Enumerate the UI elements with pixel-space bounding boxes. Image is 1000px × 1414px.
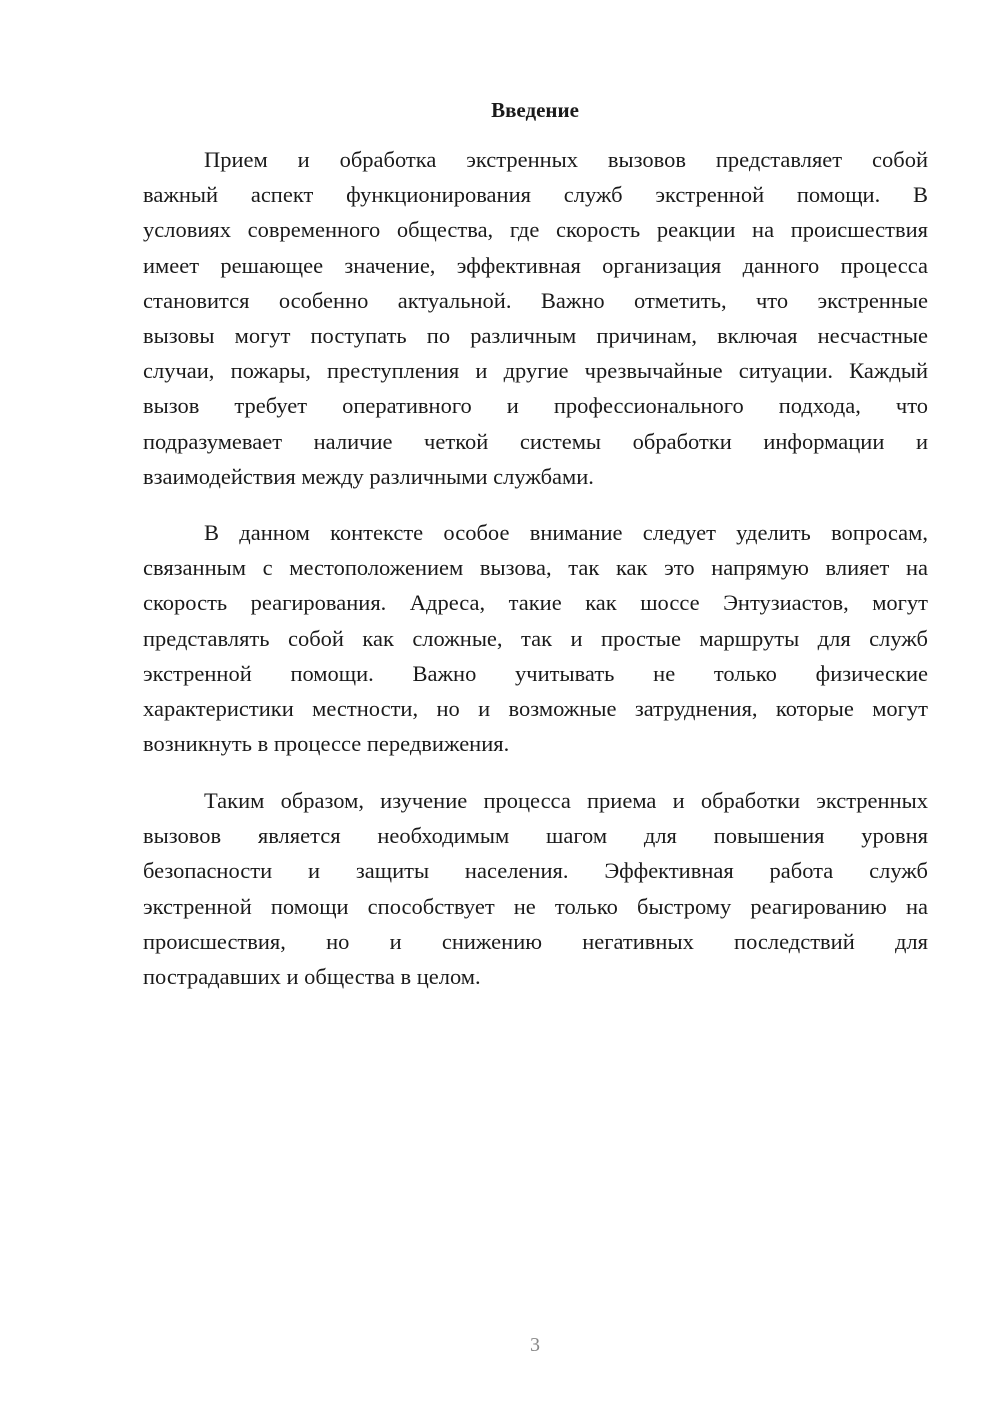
text-line: Таким образом, изучение процесса приема и обработки экстренных — [204, 788, 928, 813]
text-line: вызовы могут поступать по различным причинам, включая несчастные — [143, 322, 928, 348]
text-line: возникнуть в процессе передвижения. — [143, 731, 510, 757]
text-line: Прием и обработка экстренных вызовов представляет собой — [204, 147, 928, 172]
paragraph — [143, 783, 928, 994]
text-line: условиях современного общества, где скорость реакции на происшествия — [143, 217, 928, 243]
text-line: взаимодействия между различными службами. — [143, 463, 594, 489]
text-line: экстренной помощи. Важно учитывать не только физические — [143, 660, 928, 686]
text-line: имеет решающее значение, эффективная организация данного процесса — [143, 252, 928, 278]
text-line: происшествия, но и снижению негативных последствий для — [143, 928, 928, 954]
text-line: вызовов является необходимым шагом для повышения уровня — [143, 823, 928, 849]
text-line: важный аспект функционирования служб экстренной помощи. В — [143, 182, 928, 208]
paragraph — [143, 515, 928, 761]
text-line: скорость реагирования. Адреса, такие как шоссе Энтузиастов, могут — [143, 590, 928, 616]
paragraph — [143, 142, 928, 494]
text-line: пострадавших и общества в целом. — [143, 963, 481, 989]
text-line: представлять собой как сложные, так и простые маршруты для служб — [143, 625, 928, 651]
text-line: связанным с местоположением вызова, так как это напрямую влияет на — [143, 555, 928, 581]
text-line: В данном контексте особое внимание следует уделить вопросам, — [204, 520, 928, 545]
text-line: вызов требует оперативного и профессионального подхода, что — [143, 393, 928, 419]
text-line: характеристики местности, но и возможные затруднения, которые могут — [143, 695, 928, 721]
text-line: экстренной помощи способствует не только быстрому реагированию на — [143, 893, 928, 919]
text-line: безопасности и защиты населения. Эффективная работа служб — [143, 858, 928, 884]
page-number: 3 — [530, 1334, 540, 1356]
text-line: подразумевает наличие четкой системы обработки информации и — [143, 428, 928, 454]
text-line: становится особенно актуальной. Важно отметить, что экстренные — [143, 287, 928, 313]
section-title: Введение — [491, 98, 579, 122]
text-line: случаи, пожары, преступления и другие чрезвычайные ситуации. Каждый — [143, 358, 928, 384]
